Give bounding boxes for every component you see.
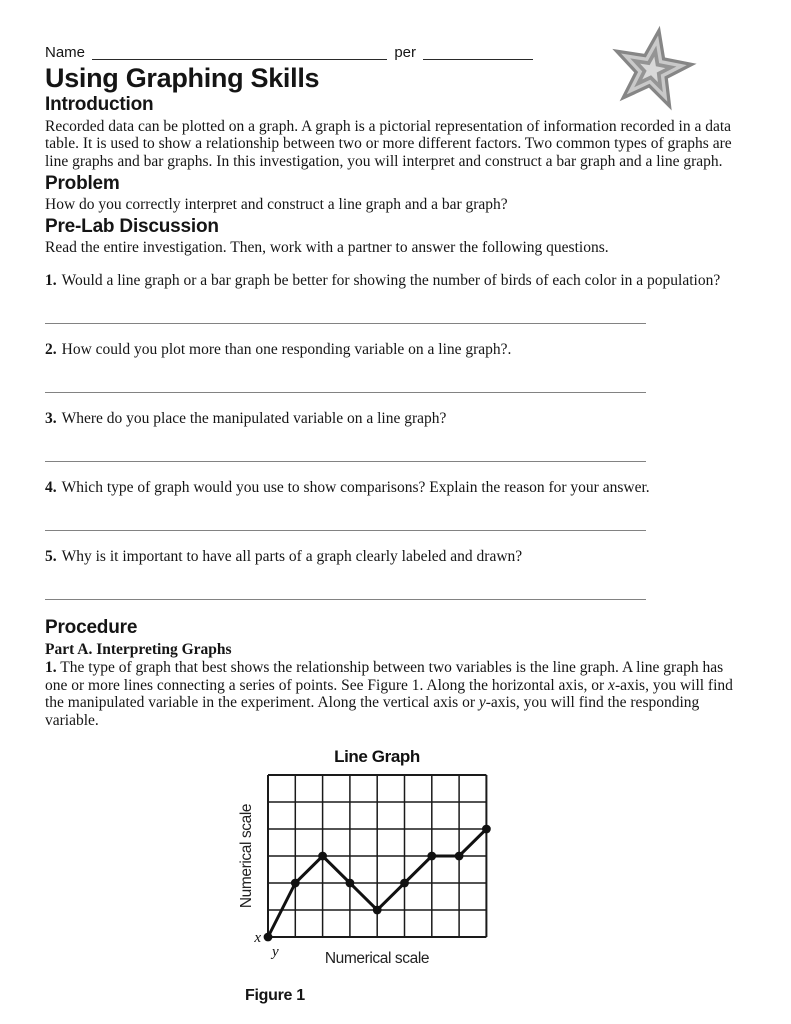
origin-x-label: x <box>254 929 261 946</box>
problem-text: How do you correctly interpret and construct a line graph and a bar graph? <box>45 195 508 213</box>
question-4-text: Which type of graph would you use to show comparisons? Explain the reason for your answer. <box>61 478 650 496</box>
question-3-number: 3. <box>45 409 57 427</box>
answer-line-5 <box>45 599 646 600</box>
chart-title: Line Graph <box>334 746 420 766</box>
questions-section <box>45 272 747 600</box>
y-axis-italic: y <box>478 694 486 712</box>
procedure-step-1 <box>45 659 747 730</box>
step-text-2: -axis, you will find the manipulated variable in the experiment. Along the vertical axis or <box>45 676 733 712</box>
question-4 <box>45 479 747 497</box>
question-2 <box>45 341 747 359</box>
question-2-text: How could you plot more than one responding variable on a line graph?. <box>61 340 512 358</box>
prelab-heading: Pre-Lab Discussion <box>45 215 219 237</box>
procedure-heading: Procedure <box>45 616 138 638</box>
problem-heading: Problem <box>45 172 120 194</box>
question-5-number: 5. <box>45 547 57 565</box>
step-text-1: The type of graph that best shows the relationship between two variables is the line graph. A line graph has one or more lines connecting a series of points. See Figure 1. Along the horizontal axis, or <box>45 658 724 694</box>
x-axis-label: Numerical scale <box>324 949 430 967</box>
per-label: per <box>394 44 416 61</box>
question-1-text: Would a line graph or a bar graph be better for showing the number of birds of each color in a population? <box>61 271 721 289</box>
question-1 <box>45 272 747 290</box>
figure-caption: Figure 1 <box>245 986 305 1004</box>
origin-y-label: y <box>272 943 279 960</box>
x-axis-italic: x <box>608 676 615 694</box>
page-title: Using Graphing Skills <box>45 63 320 93</box>
step-number: 1. <box>45 658 57 676</box>
introduction-heading: Introduction <box>45 94 154 116</box>
name-label: Name <box>45 44 86 61</box>
answer-line-2 <box>45 392 646 393</box>
question-5 <box>45 548 747 566</box>
worksheet-page <box>45 42 747 1005</box>
figure-1 <box>230 745 530 1005</box>
answer-line-1 <box>45 323 646 324</box>
question-1-number: 1. <box>45 271 57 289</box>
answer-line-4 <box>45 530 646 531</box>
prelab-text: Read the entire investigation. Then, work with a partner to answer the following questions. <box>45 238 609 256</box>
step-text-3: -axis, you will find the responding variable. <box>45 694 700 730</box>
y-axis-label: Numerical scale <box>238 803 255 908</box>
name-blank-line <box>92 46 387 60</box>
question-4-number: 4. <box>45 478 57 496</box>
introduction-text: Recorded data can be plotted on a graph. A graph is a pictorial representation of information recorded in a data table. It is used to show a relationship between two or more different factors. Two common types of graphs are line graphs and bar graphs. In this investigation, you will interpret and construct a bar graph and a line graph. <box>45 117 732 171</box>
line-graph <box>230 745 510 969</box>
question-3 <box>45 410 747 428</box>
part-a-heading: Part A. Interpreting Graphs <box>45 640 232 658</box>
name-per-row <box>45 42 533 61</box>
per-blank-line <box>423 46 533 60</box>
question-2-number: 2. <box>45 340 57 358</box>
answer-line-3 <box>45 461 646 462</box>
question-3-text: Where do you place the manipulated variable on a line graph? <box>61 409 447 427</box>
question-5-text: Why is it important to have all parts of a graph clearly labeled and drawn? <box>61 547 523 565</box>
